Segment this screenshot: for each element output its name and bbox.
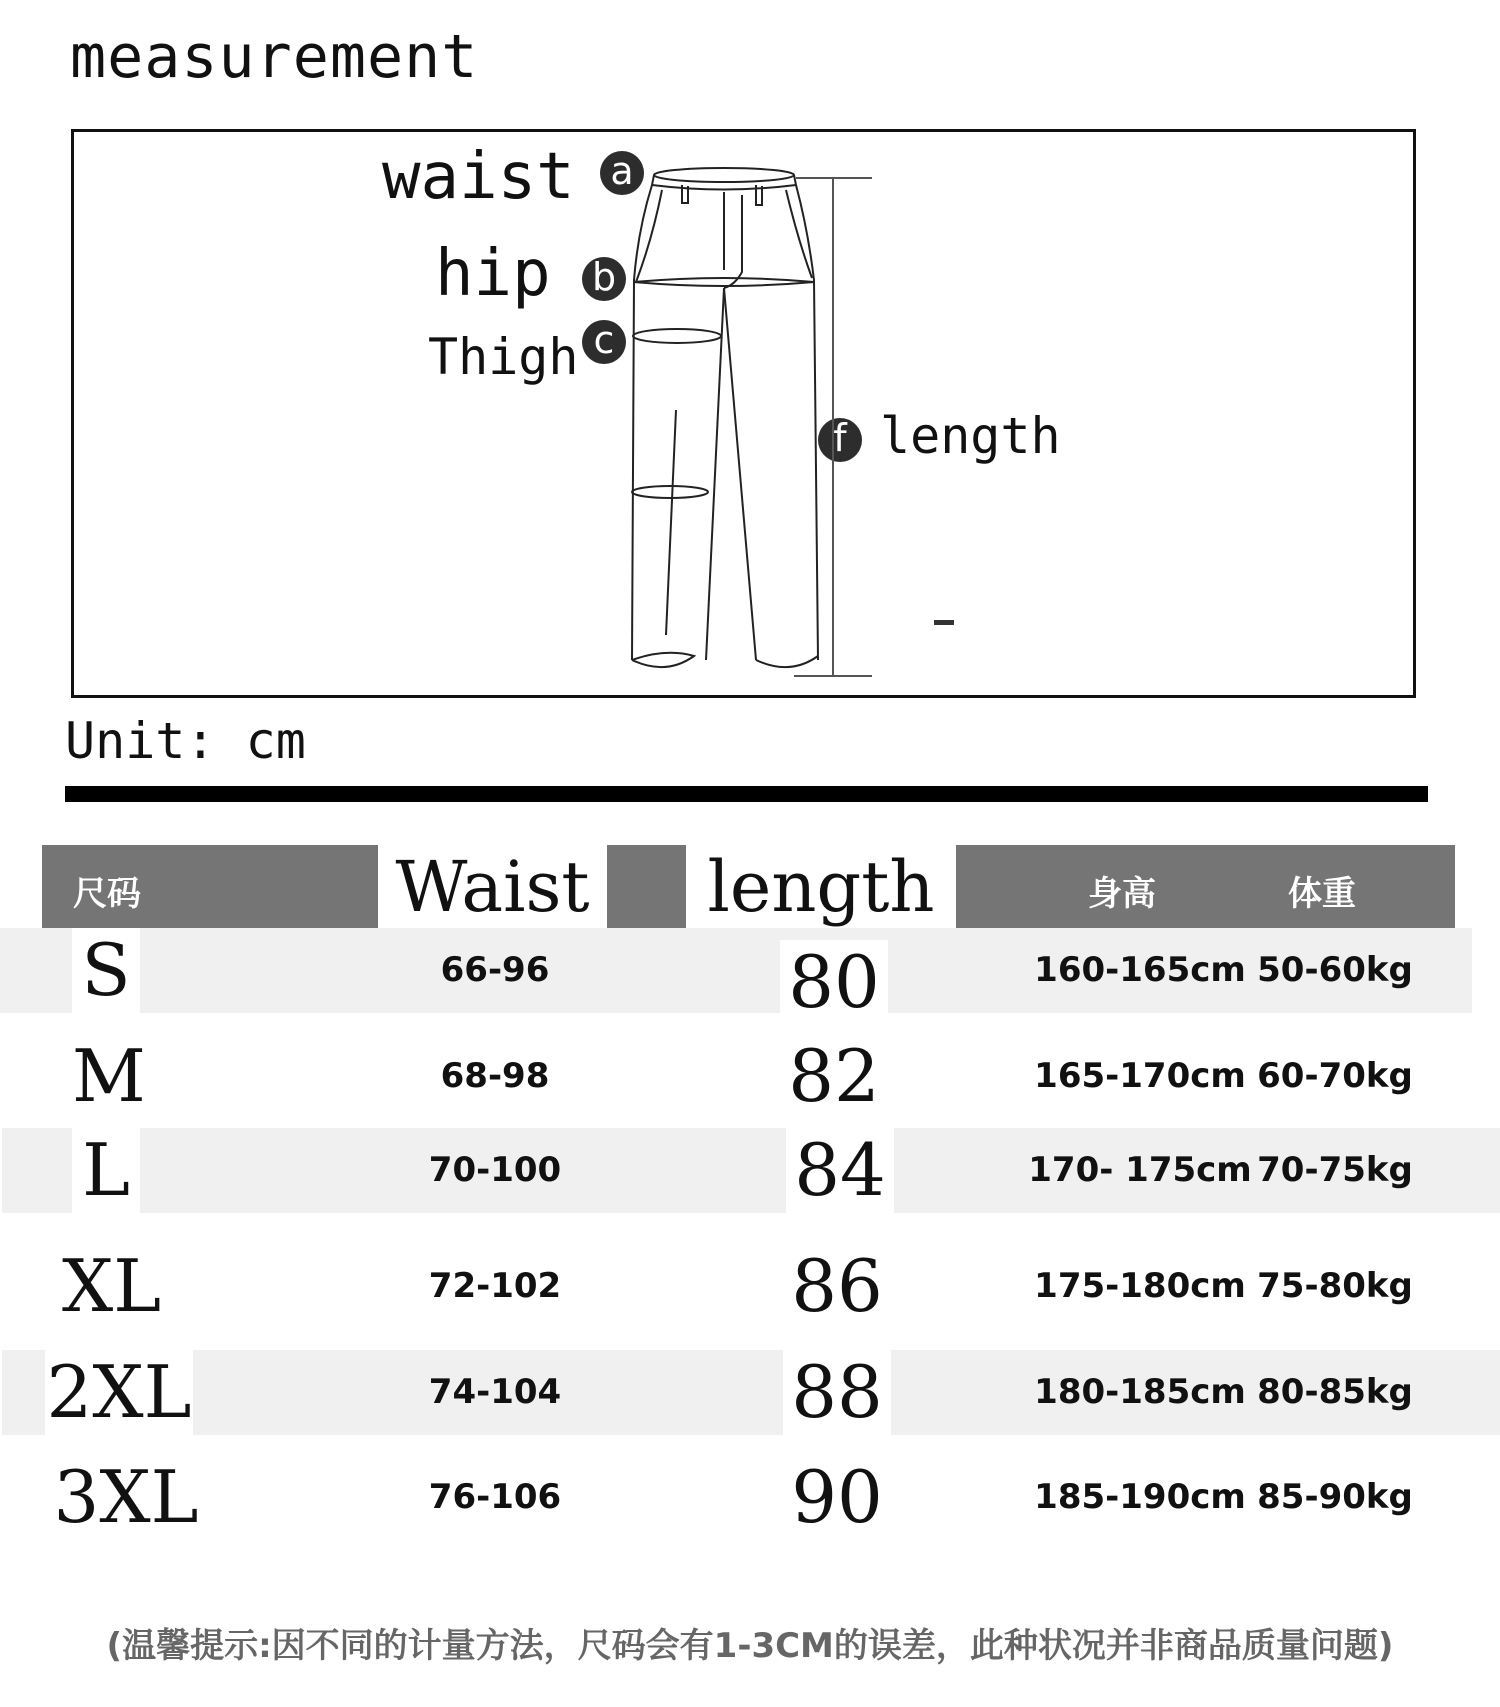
- thigh-badge-icon: c: [582, 320, 626, 364]
- waist-cell: 66-96: [440, 950, 550, 990]
- length-cell: 82: [788, 1034, 880, 1118]
- waist-badge-icon: a: [600, 151, 644, 195]
- length-cell: 84: [786, 1128, 894, 1213]
- unit-label: Unit: cm: [65, 712, 306, 770]
- header-height: 身高: [1088, 874, 1156, 914]
- height-cell: 170- 175cm: [1028, 1150, 1252, 1190]
- header-size: 尺码: [73, 874, 141, 914]
- weight-cell: 85-90kg: [1257, 1477, 1413, 1517]
- height-cell: 185-190cm: [1034, 1477, 1246, 1517]
- height-cell: 175-180cm: [1034, 1266, 1246, 1306]
- length-cell: 80: [780, 940, 888, 1025]
- weight-cell: 80-85kg: [1257, 1372, 1413, 1412]
- table-row: [0, 1244, 1500, 1329]
- size-cell: L: [72, 1128, 140, 1213]
- size-cell: S: [72, 928, 140, 1013]
- waist-cell: 72-102: [428, 1266, 562, 1306]
- length-badge-icon: f: [818, 418, 862, 462]
- footnote: (温馨提示:因不同的计量方法，尺码会有1-3CM的误差，此种状况并非商品质量问题): [106, 1626, 1394, 1666]
- header-weight: 体重: [1288, 874, 1356, 914]
- table-row: [0, 1034, 1500, 1119]
- trousers-illustration-icon: [0, 0, 1500, 720]
- waist-label: waist: [382, 140, 575, 214]
- length-cell: 88: [783, 1350, 891, 1435]
- size-cell: 2XL: [46, 1350, 192, 1434]
- header-waist: Waist: [378, 845, 607, 929]
- weight-cell: 75-80kg: [1257, 1266, 1413, 1306]
- length-cell: 90: [791, 1455, 883, 1539]
- table-row: [0, 1128, 1500, 1213]
- divider: [65, 786, 1428, 802]
- header-length: length: [686, 845, 956, 929]
- height-cell: 180-185cm: [1034, 1372, 1246, 1412]
- weight-cell: 70-75kg: [1257, 1150, 1413, 1190]
- size-cell: 3XL: [53, 1455, 199, 1539]
- weight-cell: 60-70kg: [1257, 1056, 1413, 1096]
- thigh-label: Thigh: [428, 328, 579, 386]
- table-row: [0, 928, 1500, 1024]
- height-cell: 160-165cm: [1034, 950, 1246, 990]
- table-row: [0, 1350, 1500, 1435]
- page-title: measurement: [70, 22, 479, 92]
- weight-cell: 50-60kg: [1257, 950, 1413, 990]
- waist-cell: 74-104: [428, 1372, 562, 1412]
- length-cell: 86: [791, 1244, 883, 1328]
- size-cell: M: [72, 1034, 146, 1118]
- table-row: [0, 1455, 1500, 1540]
- waist-cell: 70-100: [428, 1150, 562, 1190]
- hip-label: hip: [435, 237, 551, 311]
- waist-cell: 68-98: [440, 1056, 550, 1096]
- hip-badge-icon: b: [582, 257, 626, 301]
- waist-cell: 76-106: [428, 1477, 562, 1517]
- size-cell: XL: [62, 1244, 162, 1328]
- height-cell: 165-170cm: [1034, 1056, 1246, 1096]
- length-label: length: [880, 407, 1061, 465]
